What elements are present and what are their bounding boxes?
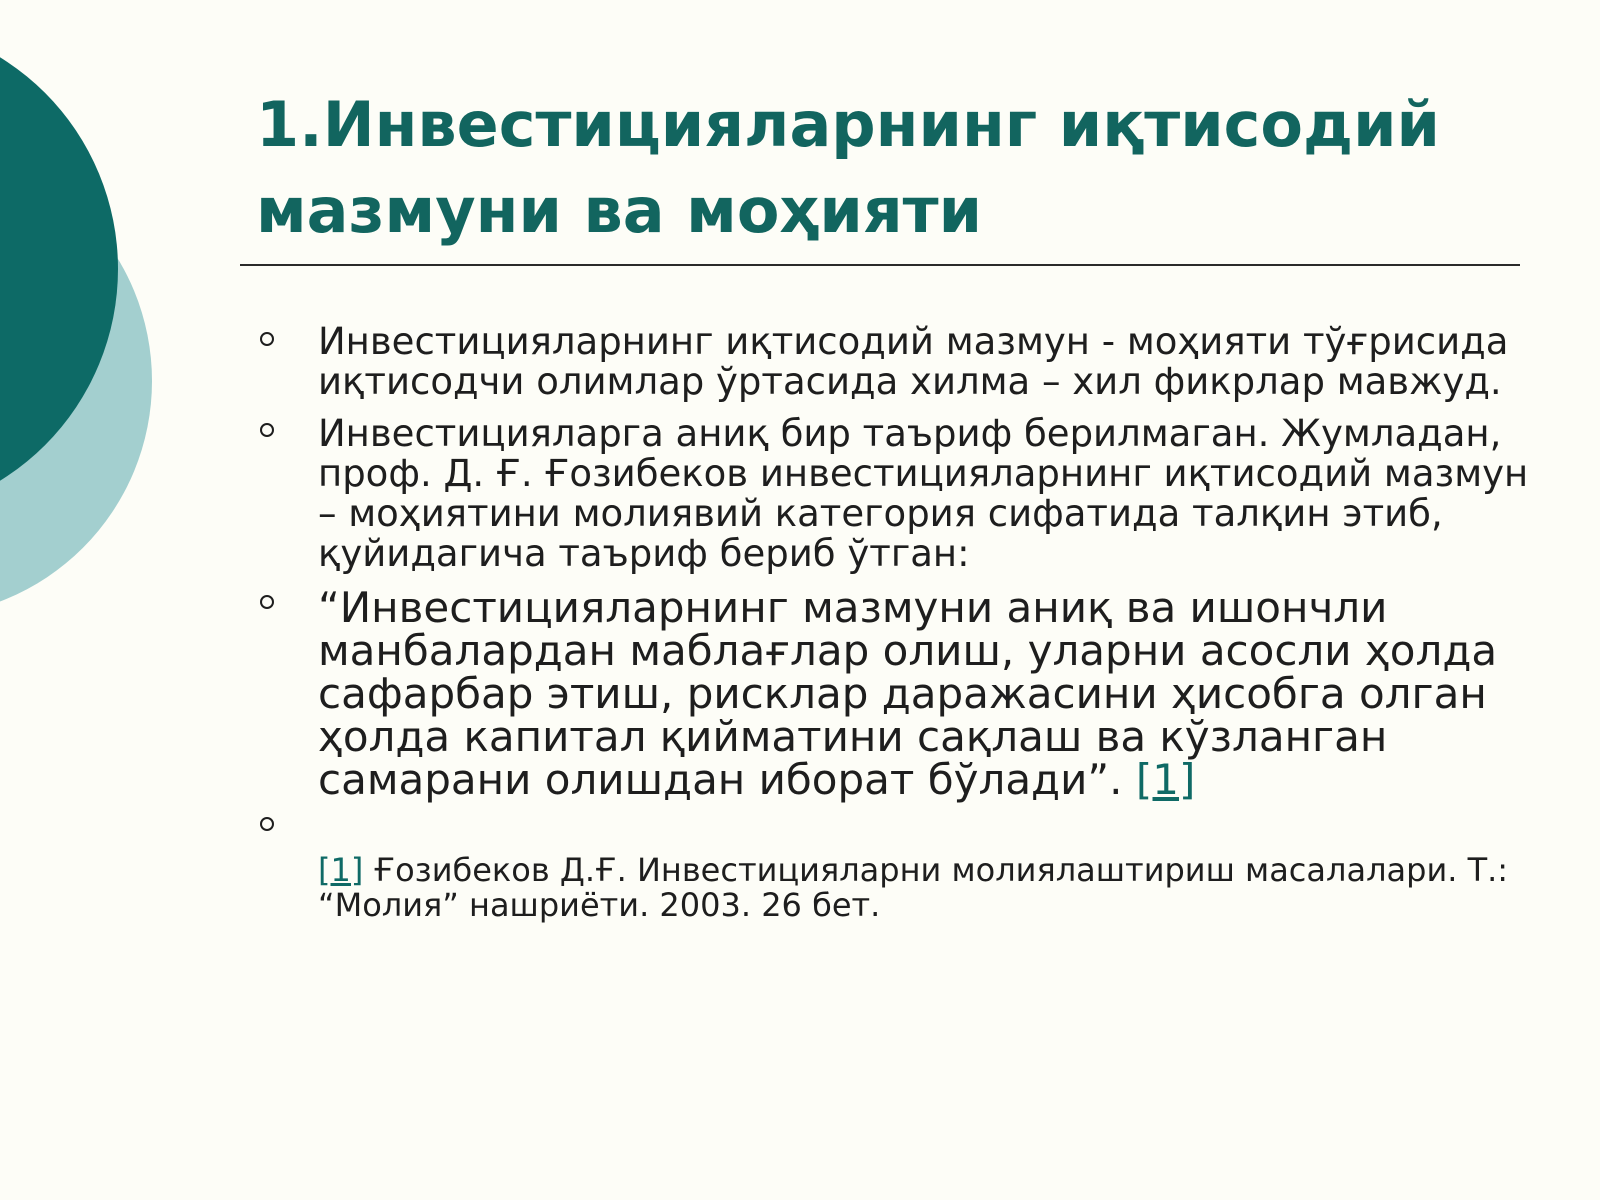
slide-title: 1.Инвестицияларнинг иқтисодий мазмуни ва моҳияти [256, 88, 1440, 247]
footnote [258, 853, 1548, 923]
bullet-text: Инвестицияларнинг иқтисодий мазмун - моҳияти тўғрисида иқтисодчи олимлар ўртасида хилма – хил фикрлар мавжуд. [318, 320, 1509, 403]
bullet-circle-icon [260, 332, 274, 346]
list-item [258, 583, 1548, 804]
bullet-text: “Инвестицияларнинг мазмуни аниқ ва ишончли манбалардан маблағлар олиш, уларни асосли ҳолда сафарбар этиш, рисклар даражасини ҳисобга олган ҳолда капитал қийматини сақлаш ва кўзланган самарани олишдан иборат бўлади”. [318, 583, 1498, 804]
footnote-reference-link[interactable]: [1] [1135, 755, 1196, 804]
bullet-text: Инвестицияларга аниқ бир таъриф берилмаган. Жумладан, проф. Д. Ғ. Ғозибеков инвестицияларнинг иқтисодий мазмун – моҳиятини молиявий категория сифатида талқин этиб, қуйидагича таъриф бериб ўтган: [318, 412, 1529, 575]
list-item [258, 322, 1548, 402]
list-item [258, 414, 1548, 574]
footnote-anchor-link[interactable]: [1] [318, 851, 364, 889]
bullet-circle-icon [260, 817, 274, 831]
footnote-text: Ғозибеков Д.Ғ. Инвестицияларни молиялаштириш масалалари. Т.: “Молия” нашриёти. 2003. 26 бет. [318, 851, 1509, 924]
bullet-circle-icon [260, 423, 274, 437]
title-divider [240, 264, 1520, 266]
bullet-list [258, 322, 1548, 923]
bullet-circle-icon [260, 595, 274, 609]
list-item [258, 815, 1548, 849]
